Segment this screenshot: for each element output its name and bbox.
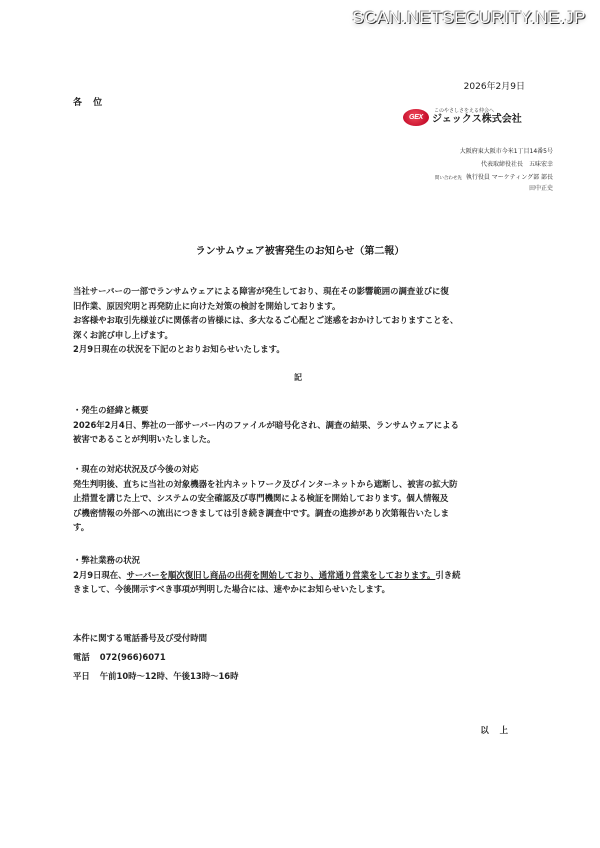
section-response [73,462,533,535]
representative: 代表取締役社長 五味宏幸 [480,161,553,168]
status-underlined: サーバーを順次復旧し商品の出荷を開始しており、通常通り営業をしております。 [126,569,436,580]
section-line: す。 [73,522,90,532]
section-line: 2026年2月4日、弊社の一部サーバー内のファイルが暗号化され、調査の結果、ランサムウェアによる [73,419,459,430]
section-heading: ・弊社業務の状況 [73,555,140,565]
section-line: び機密情報の外部への流出につきましては引き続き調査中です。調査の進捗があり次第報告いたしま [73,507,450,518]
intro-line: 2月9日現在の状況を下記のとおりお知らせいたします。 [73,344,285,354]
ki-marker: 記 [294,373,302,382]
inquiry-name: 田中正史 [528,185,553,192]
company-tagline: このやさしさをえる仲会へ [434,108,495,114]
inquiry-contact [435,172,553,181]
section-heading: ・発生の経緯と概要 [73,405,149,415]
company-name: ジェックス株式会社 [432,114,522,125]
section-line: 止措置を講じた上で、システムの安全確認及び専門機関による検証を開始しております。個人情報及 [73,493,449,503]
intro-line: 旧作業、原因究明と再発防止に向けた対策の検討を開始しております。 [73,300,341,311]
intro-line: 深くお詫び申し上げます。 [73,329,173,340]
contact-heading: 本件に関する電話番号及び受付時間 [73,633,207,643]
inquiry-label: 問い合わせ先 [434,176,462,181]
addressee: 各 位 [73,98,107,108]
status-post: 引き続 [435,569,461,580]
section-business-status [73,553,533,597]
hours-value: 午前10時～12時、午後13時～16時 [99,671,239,681]
contact-hours [73,670,239,682]
section-occurrence [73,403,533,447]
section-line: きまして、今後開示すべき事項が判明した場合には、速やかにお知らせいたします。 [73,584,390,594]
intro-paragraph [73,284,533,357]
status-pre: 2月9日現在、 [73,569,127,580]
phone-number: 072(966)6071 [99,652,166,662]
inquiry-title: 執行役員 マーケティング部 部長 [465,174,553,181]
contact-phone [73,651,166,663]
phone-label: 電話 [73,652,90,662]
section-line [73,568,533,583]
company-logo [403,108,522,126]
watermark: SCAN.NETSECURITY.NE.JP [352,8,586,27]
document-title: ランサムウェア被害発生のお知らせ（第二報） [195,246,405,257]
company-address: 大阪府東大阪市今米1丁目14番5号 [459,148,553,155]
section-line: 発生判明後、直ちに当社の対象機器を社内ネットワーク及びインターネットから遮断し、被害の拡大防 [73,478,458,489]
intro-line: お客様やお取引先様並びに関係者の皆様には、多大なるご心配とご迷惑をおかけしておりますことを、 [73,315,459,325]
closing-mark: 以 上 [480,725,512,735]
hours-label: 平日 [73,671,90,681]
gex-logo-icon: GEX [403,109,429,126]
intro-line: 当社サーバーの一部でランサムウェアによる障害が発生しており、現在その影響範囲の調査並びに復 [73,286,449,296]
section-line: 被害であることが判明いたしました。 [73,434,216,444]
section-heading: ・現在の対応状況及び今後の対応 [73,464,199,474]
document-date: 2026年2月9日 [463,82,525,92]
